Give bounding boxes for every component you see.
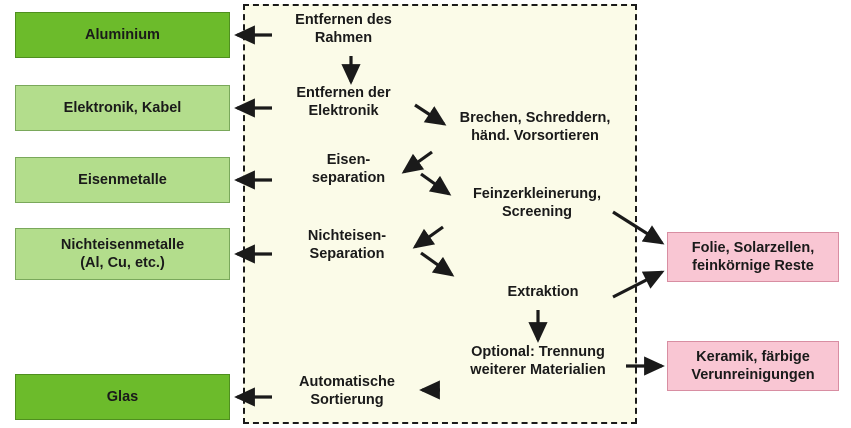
output-box-label-line1: Keramik, färbige — [696, 348, 810, 365]
step-entfernen-des-rahmen — [276, 12, 411, 47]
step-entfernen-der-elektronik — [276, 85, 411, 120]
output-box-eisenmetalle — [15, 157, 230, 203]
output-box-label-line1: Folie, Solarzellen, — [691, 239, 815, 256]
output-box-label-line1: Nichteisenmetalle — [60, 236, 185, 253]
step-line1: Optional: Trennung — [471, 344, 605, 360]
step-line2: Screening — [501, 203, 573, 220]
step-optional-trennung — [440, 344, 636, 379]
step-line2: separation — [311, 169, 386, 186]
step-line1: Nichteisen- — [307, 228, 387, 244]
output-box-nichteisenmetalle — [15, 228, 230, 280]
output-box-elektronik-kabel — [15, 85, 230, 131]
step-line1: Extraktion — [507, 284, 579, 300]
step-eisenseparation — [286, 152, 411, 187]
output-box-label: Elektronik, Kabel — [63, 99, 182, 116]
step-line1: Entfernen der — [296, 85, 391, 101]
step-line2: Sortierung — [310, 391, 384, 408]
output-box-keramik-verunreinigungen — [667, 341, 839, 391]
step-line1: Entfernen des — [295, 12, 392, 28]
output-box-folie-solarzellen — [667, 232, 839, 282]
output-box-label: Aluminium — [85, 26, 160, 43]
output-box-label-line2: Verunreinigungen — [691, 367, 815, 383]
output-box-label: Glas — [106, 388, 139, 405]
step-line2: Separation — [309, 245, 385, 262]
step-line2: Rahmen — [314, 29, 373, 46]
step-line1: Brechen, Schreddern, — [459, 110, 611, 126]
step-line1: Automatische — [299, 374, 395, 390]
step-line2: weiterer Materialien — [470, 361, 606, 378]
step-brechen-schreddern — [437, 110, 633, 145]
output-box-glas — [15, 374, 230, 420]
step-nichteisen-separation — [281, 228, 413, 263]
output-box-label: Eisenmetalle — [78, 171, 167, 188]
output-box-label-line2: feinkörnige Reste — [692, 258, 814, 274]
step-extraktion — [468, 284, 618, 302]
step-line2: händ. Vorsortieren — [471, 127, 599, 144]
output-box-label-line2: (Al, Cu, etc.) — [80, 255, 165, 271]
output-box-aluminium — [15, 12, 230, 58]
step-line1: Eisen- — [326, 152, 371, 168]
step-feinzerkleinerung-screening — [447, 186, 627, 221]
step-automatische-sortierung — [277, 374, 417, 409]
step-line1: Feinzerkleinerung, — [472, 186, 602, 202]
step-line2: Elektronik — [308, 102, 379, 119]
